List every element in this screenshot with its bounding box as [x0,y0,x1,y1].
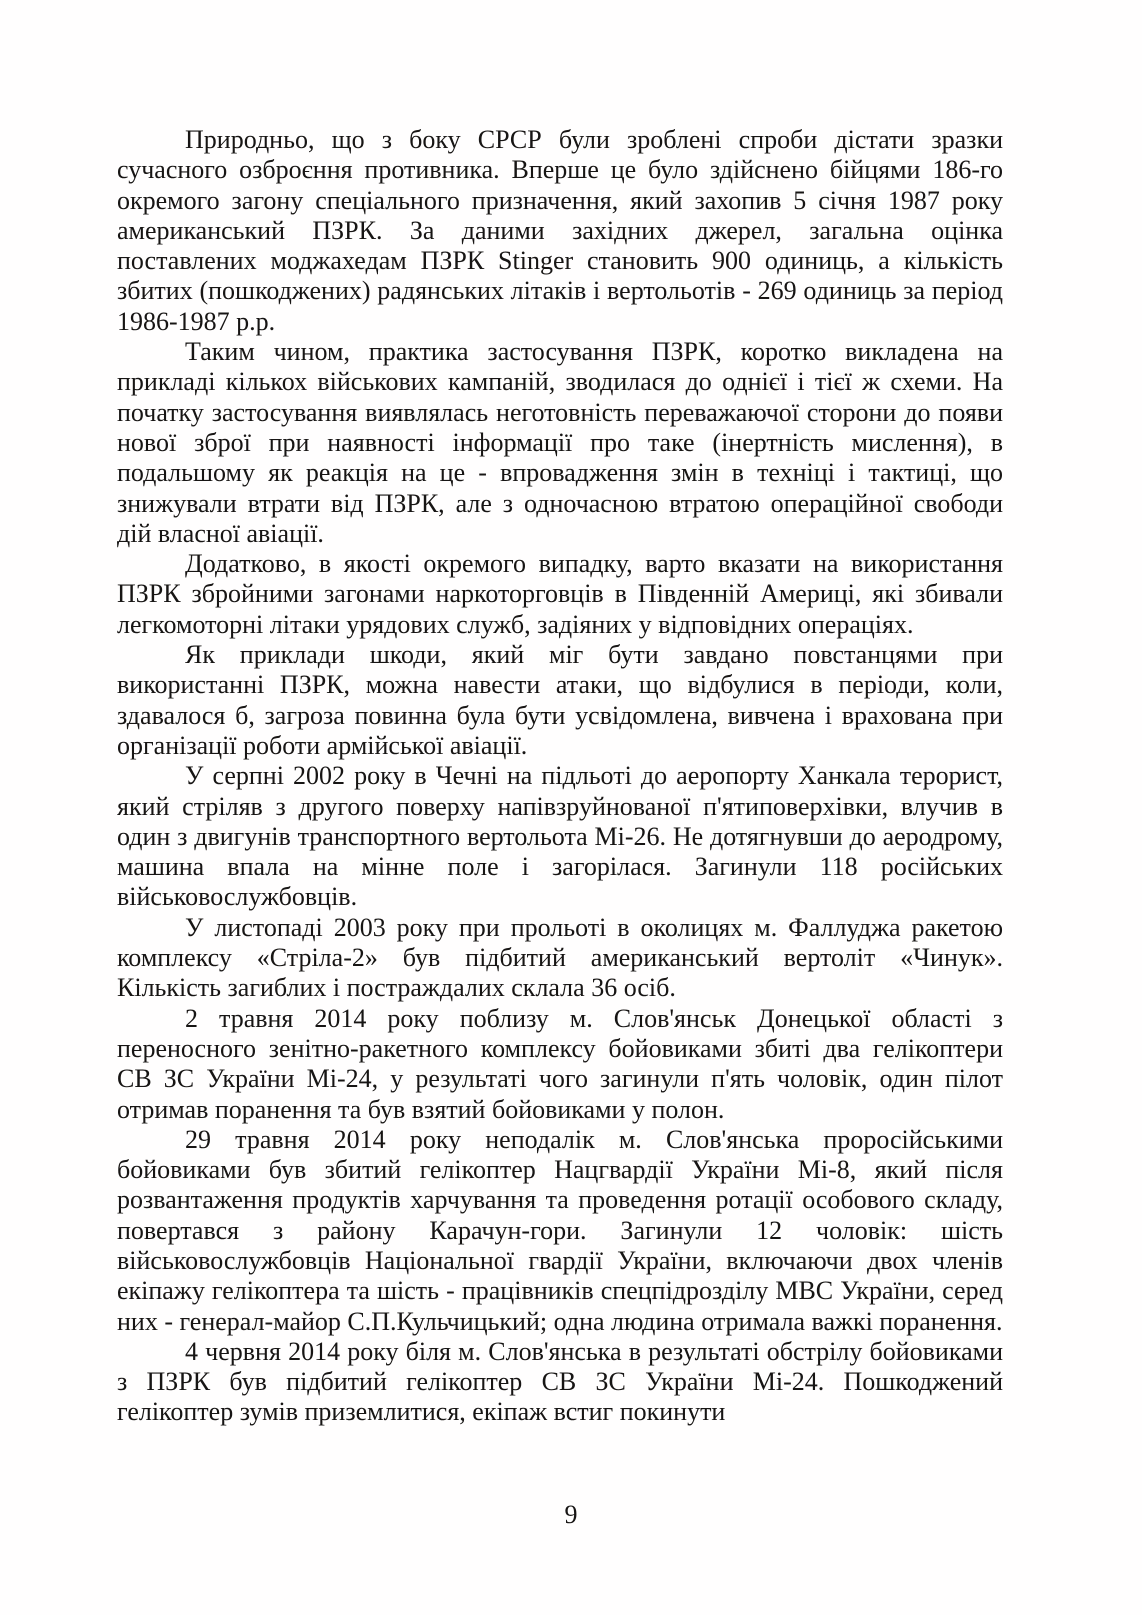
page-number: 9 [564,1500,578,1529]
paragraph-1: Природньо, що з боку СРСР були зроблені спроби дістати зразки сучасного озброєння противника. Вперше це було здійснено бійцями 186-го окремого загону спеціального призначення, який захопив 5 січня 1987 року американський ПЗРК. За даними західних джерел, загальна оцінка поставлених моджахедам ПЗРК Stinger становить 900 одиниць, а кількість збитих (пошкоджених) радянських літаків і вертольотів - 269 одиниць за період 1986-1987 р.р. [117,125,1003,336]
page-text [117,125,1003,1428]
paragraph-5: У серпні 2002 року в Чечні на підльоті до аеропорту Ханкала терорист, який стріляв з другого поверху напівзруйнованої п'ятиповерхівки, влучив в один з двигунів транспортного вертольота Мі-26. Не дотягнувши до аеродрому, машина впала на мінне поле і загорілася. Загинули 118 російських військовослужбовців. [117,761,1003,912]
paragraph-4: Як приклади шкоди, який міг бути завдано повстанцями при використанні ПЗРК, можна навести атаки, що відбулися в періоди, коли, здавалося б, загроза повинна була бути усвідомлена, вивчена і врахована при організації роботи армійської авіації. [117,640,1003,760]
paragraph-2: Таким чином, практика застосування ПЗРК, коротко викладена на прикладі кількох військових кампаній, зводилася до однієї і тієї ж схеми. На початку застосування виявлялась неготовність переважаючої сторони до появи нової зброї при наявності інформації про таке (інертність мислення), в подальшому як реакція на це - впровадження змін в техніці і тактиці, що знижували втрати від ПЗРК, але з одночасною втратою операційної свободи дій власної авіації. [117,337,1003,548]
paragraph-3: Додатково, в якості окремого випадку, варто вказати на використання ПЗРК збройними загонами наркоторговців в Південній Америці, які збивали легкомоторні літаки урядових служб, задіяних у відповідних операціях. [117,549,1003,639]
paragraph-6: У листопаді 2003 року при прольоті в околицях м. Фаллуджа ракетою комплексу «Стріла-2» був підбитий американський вертоліт «Чинук». Кількість загиблих і постраждалих склала 36 осіб. [117,912,1003,1003]
paragraph-8: 29 травня 2014 року неподалік м. Слов'янська проросійськими бойовиками був збитий гелікоптер Нацгвардії України Мі-8, який після розвантаження продуктів харчування та проведення ротації особового складу, повертався з району Карачун-гори. Загинули 12 чоловік: шість військовослужбовців Національної гвардії України, включаючи двох членів екіпажу гелікоптера та шість - працівників спецпідрозділу МВС України, серед них - генерал-майор С.П.Кульчицький; одна людина отримала важкі поранення. [117,1124,1003,1336]
paragraph-7: 2 травня 2014 року поблизу м. Слов'янськ Донецької області з переносного зенітно-ракетного комплексу бойовиками збиті два гелікоптери СВ ЗС України Мі-24, у результаті чого загинули п'ять чоловік, один пілот отримав поранення та був взятий бойовиками у полон. [117,1003,1003,1124]
paragraph-9: 4 червня 2014 року біля м. Слов'янська в результаті обстрілу бойовиками з ПЗРК був підбитий гелікоптер СВ ЗС України Мі-24. Пошкоджений гелікоптер зумів приземлитися, екіпаж встиг покинути [117,1336,1003,1427]
